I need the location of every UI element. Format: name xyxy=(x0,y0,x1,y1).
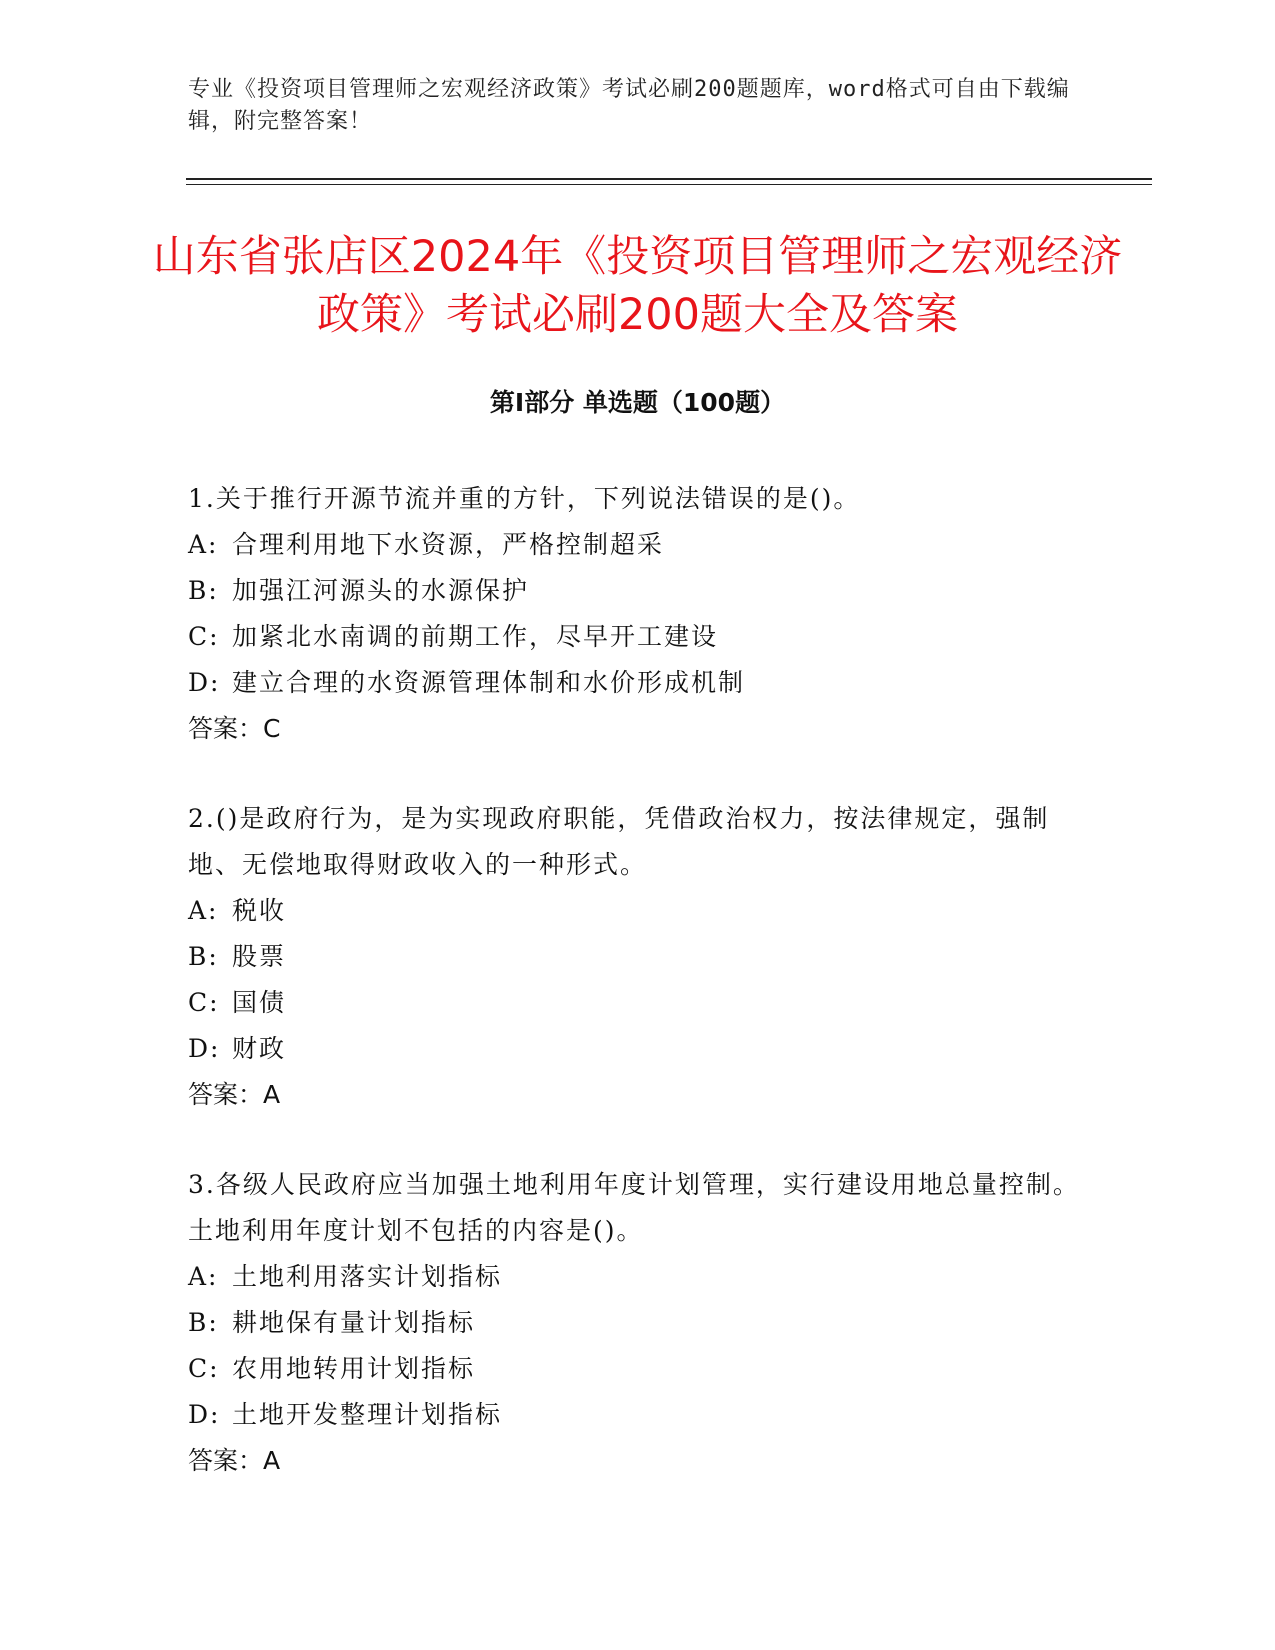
option-a xyxy=(188,522,1088,568)
answer: 答案：A xyxy=(188,1446,281,1475)
option-d xyxy=(188,660,1088,706)
answer: 答案：C xyxy=(188,714,281,743)
option-letter: D: xyxy=(188,668,221,697)
option-c xyxy=(188,980,1088,1026)
option-text: 土地利用落实计划指标 xyxy=(232,1262,503,1291)
option-a xyxy=(188,1254,1088,1300)
option-letter: B: xyxy=(188,1308,219,1337)
option-text: 税收 xyxy=(232,896,287,925)
option-letter: C: xyxy=(188,622,220,651)
question-list xyxy=(188,476,1088,1528)
answer: 答案：A xyxy=(188,1080,281,1109)
option-letter: A: xyxy=(188,896,219,925)
question-stem: 2.()是政府行为，是为实现政府职能，凭借政治权力，按法律规定，强制地、无偿地取得财政收入的一种形式。 xyxy=(188,804,1050,879)
question-3 xyxy=(188,1162,1088,1484)
option-letter: A: xyxy=(188,1262,219,1291)
header-rule-thin xyxy=(186,184,1152,185)
option-text: 耕地保有量计划指标 xyxy=(232,1308,476,1337)
option-text: 土地开发整理计划指标 xyxy=(232,1400,503,1429)
option-text: 合理利用地下水资源，严格控制超采 xyxy=(232,530,665,559)
option-text: 财政 xyxy=(232,1034,287,1063)
option-text: 加强江河源头的水源保护 xyxy=(232,576,530,605)
question-2 xyxy=(188,796,1088,1118)
option-c xyxy=(188,1346,1088,1392)
option-text: 建立合理的水资源管理体制和水价形成机制 xyxy=(232,668,746,697)
section-title: 第I部分 单选题（100题） xyxy=(489,388,786,417)
option-text: 农用地转用计划指标 xyxy=(232,1354,476,1383)
option-letter: D: xyxy=(188,1034,221,1063)
option-letter: B: xyxy=(188,942,219,971)
option-letter: A: xyxy=(188,530,219,559)
option-a xyxy=(188,888,1088,934)
option-letter: B: xyxy=(188,576,219,605)
option-letter: D: xyxy=(188,1400,221,1429)
option-c xyxy=(188,614,1088,660)
header-rule-thick xyxy=(186,178,1152,180)
option-letter: C: xyxy=(188,1354,220,1383)
option-b xyxy=(188,568,1088,614)
document-title: 山东省张店区2024年《投资项目管理师之宏观经济政策》考试必刷200题大全及答案 xyxy=(152,232,1123,340)
question-stem: 3.各级人民政府应当加强土地利用年度计划管理，实行建设用地总量控制。土地利用年度计划不包括的内容是()。 xyxy=(188,1170,1080,1245)
option-text: 加紧北水南调的前期工作，尽早开工建设 xyxy=(232,622,719,651)
option-letter: C: xyxy=(188,988,220,1017)
option-d xyxy=(188,1392,1088,1438)
option-d xyxy=(188,1026,1088,1072)
option-text: 国债 xyxy=(232,988,287,1017)
question-1 xyxy=(188,476,1088,752)
header-note: 专业《投资项目管理师之宏观经济政策》考试必刷200题题库，word格式可自由下载编辑，附完整答案！ xyxy=(188,77,1070,134)
question-stem: 1.关于推行开源节流并重的方针，下列说法错误的是()。 xyxy=(188,484,861,513)
option-b xyxy=(188,1300,1088,1346)
option-b xyxy=(188,934,1088,980)
option-text: 股票 xyxy=(232,942,287,971)
